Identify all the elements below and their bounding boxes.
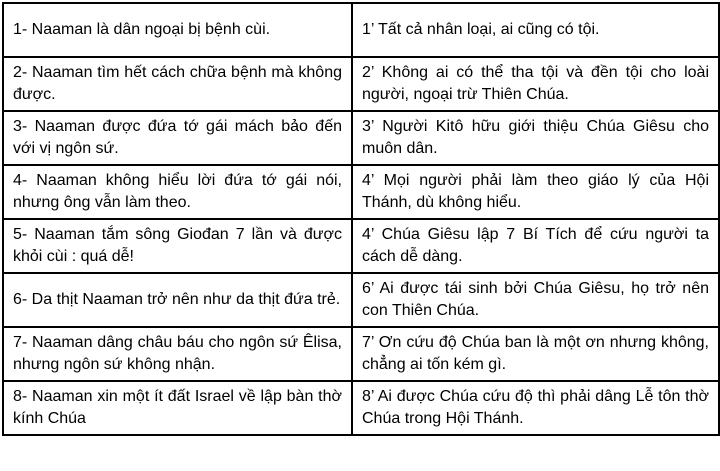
right-cell: 4’ Mọi người phải làm theo giáo lý của Hội Thánh, dù không hiểu. [352, 165, 719, 219]
left-cell: 1- Naaman là dân ngoại bị bệnh cùi. [3, 3, 352, 57]
table-row [3, 219, 719, 273]
left-cell: 2- Naaman tìm hết cách chữa bệnh mà không được. [3, 57, 352, 111]
right-cell: 3’ Người Kitô hữu giới thiệu Chúa Giêsu cho muôn dân. [352, 111, 719, 165]
table-body [3, 3, 719, 435]
left-cell: 5- Naaman tắm sông Giođan 7 lần và được khỏi cùi : quá dễ! [3, 219, 352, 273]
left-cell: 3- Naaman được đứa tớ gái mách bảo đến với vị ngôn sứ. [3, 111, 352, 165]
table-row [3, 3, 719, 57]
right-cell: 2’ Không ai có thể tha tội và đền tội cho loài người, ngoại trừ Thiên Chúa. [352, 57, 719, 111]
table-row [3, 165, 719, 219]
table-row [3, 111, 719, 165]
left-cell: 4- Naaman không hiểu lời đứa tớ gái nói, nhưng ông vẫn làm theo. [3, 165, 352, 219]
table-row [3, 327, 719, 381]
right-cell: 7’ Ơn cứu độ Chúa ban là một ơn nhưng không, chẳng ai tốn kém gì. [352, 327, 719, 381]
left-cell: 8- Naaman xin một ít đất Israel về lập bàn thờ kính Chúa [3, 381, 352, 435]
left-cell: 6- Da thịt Naaman trở nên như da thịt đứa trẻ. [3, 273, 352, 327]
table-row [3, 381, 719, 435]
table-row [3, 57, 719, 111]
left-cell: 7- Naaman dâng châu báu cho ngôn sứ Êlisa, nhưng ngôn sứ không nhận. [3, 327, 352, 381]
right-cell: 8’ Ai được Chúa cứu độ thì phải dâng Lễ tôn thờ Chúa trong Hội Thánh. [352, 381, 719, 435]
comparison-table [2, 2, 720, 436]
right-cell: 1’ Tất cả nhân loại, ai cũng có tội. [352, 3, 719, 57]
right-cell: 4’ Chúa Giêsu lập 7 Bí Tích để cứu người ta cách dễ dàng. [352, 219, 719, 273]
right-cell: 6’ Ai được tái sinh bởi Chúa Giêsu, họ trở nên con Thiên Chúa. [352, 273, 719, 327]
table-row [3, 273, 719, 327]
